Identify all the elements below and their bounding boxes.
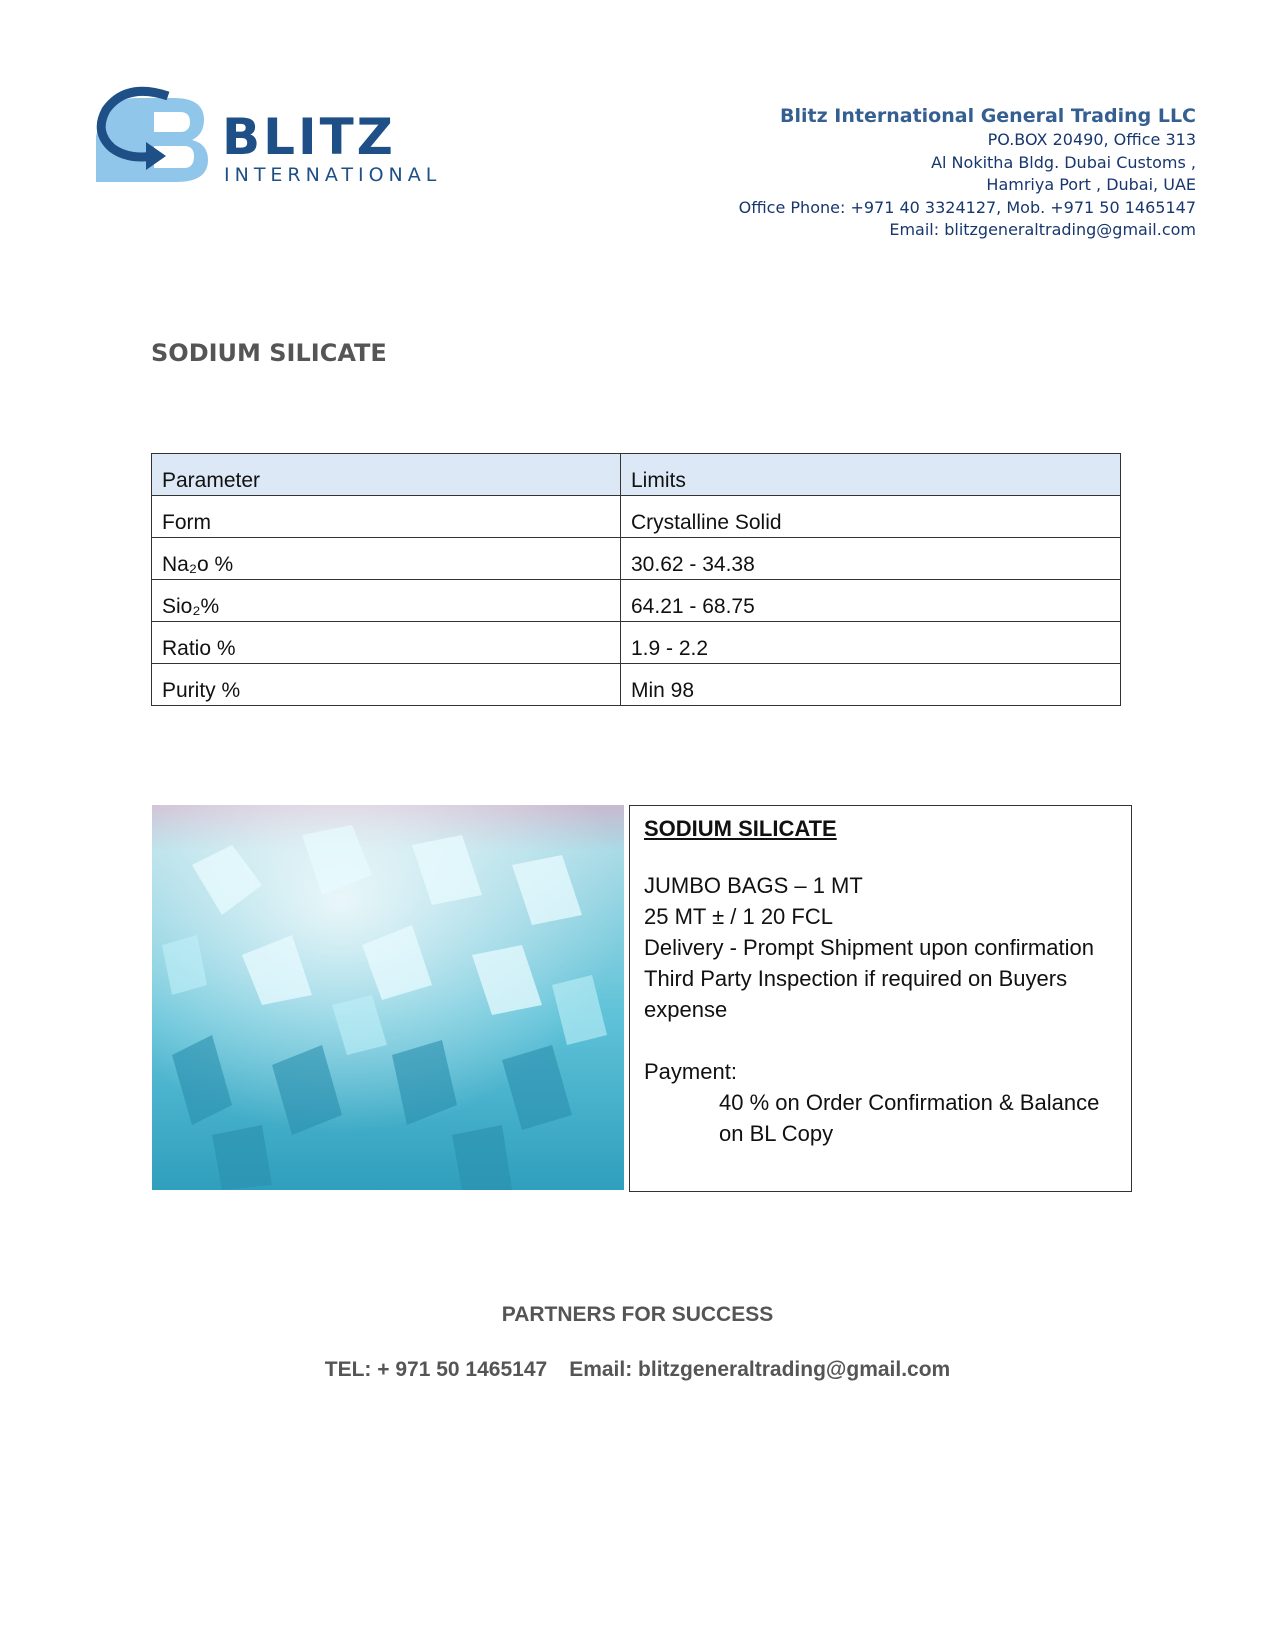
- address-line-3: Hamriya Port , Dubai, UAE: [986, 175, 1196, 194]
- table-row: [152, 664, 1121, 706]
- email-line: Email: blitzgeneraltrading@gmail.com: [889, 220, 1196, 239]
- header-limits: Limits: [621, 454, 1121, 496]
- parameter-cell: Sio₂%: [152, 580, 621, 622]
- product-photo: [152, 805, 624, 1190]
- limit-cell: Crystalline Solid: [621, 496, 1121, 538]
- document-title: SODIUM SILICATE: [151, 339, 387, 367]
- phone-line: Office Phone: +971 40 3324127, Mob. +971 50 1465147: [738, 197, 1196, 217]
- logo-subtitle: INTERNATIONAL: [224, 164, 442, 186]
- parameter-cell: Form: [152, 496, 621, 538]
- table-header-row: [152, 454, 1121, 496]
- header-parameter: Parameter: [152, 454, 621, 496]
- payment-label: Payment:: [644, 1059, 737, 1084]
- company-logo: [96, 86, 476, 196]
- info-line-delivery: Delivery - Prompt Shipment upon confirmation: [644, 935, 1094, 960]
- limit-cell: Min 98: [621, 664, 1121, 706]
- info-line-quantity: 25 MT ± / 1 20 FCL: [644, 904, 833, 929]
- table-row: [152, 538, 1121, 580]
- footer-email: Email: blitzgeneraltrading@gmail.com: [569, 1358, 951, 1381]
- logo-name: BLITZ: [222, 108, 396, 166]
- limit-cell: 30.62 - 34.38: [621, 538, 1121, 580]
- company-name: Blitz International General Trading LLC: [780, 105, 1196, 127]
- table-row: [152, 580, 1121, 622]
- footer-tel: TEL: + 971 50 1465147: [324, 1358, 548, 1381]
- logo-mark: [96, 86, 226, 196]
- parameter-cell: Purity %: [152, 664, 621, 706]
- shipping-info-box: [629, 805, 1132, 1192]
- limit-cell: 64.21 - 68.75: [621, 580, 1121, 622]
- table-row: [152, 496, 1121, 538]
- specification-table: [151, 453, 1121, 706]
- address-line-1: PO.BOX 20490, Office 313: [987, 130, 1196, 149]
- limit-cell: 1.9 - 2.2: [621, 622, 1121, 664]
- footer-contact: [0, 1358, 1275, 1382]
- info-line-inspection: Third Party Inspection if required on Buyers expense: [644, 966, 1068, 1022]
- address-line-2: Al Nokitha Bldg. Dubai Customs ,: [931, 152, 1196, 172]
- info-title: SODIUM SILICATE: [644, 816, 837, 841]
- parameter-cell: Ratio %: [152, 622, 621, 664]
- info-line-packing: JUMBO BAGS – 1 MT: [644, 873, 863, 898]
- company-address-block: [739, 104, 1196, 242]
- parameter-cell: Na₂o %: [152, 538, 621, 580]
- footer-tagline: PARTNERS FOR SUCCESS: [501, 1303, 774, 1326]
- payment-detail: 40 % on Order Confirmation & Balance on BL Copy: [719, 1090, 1100, 1146]
- table-row: [152, 622, 1121, 664]
